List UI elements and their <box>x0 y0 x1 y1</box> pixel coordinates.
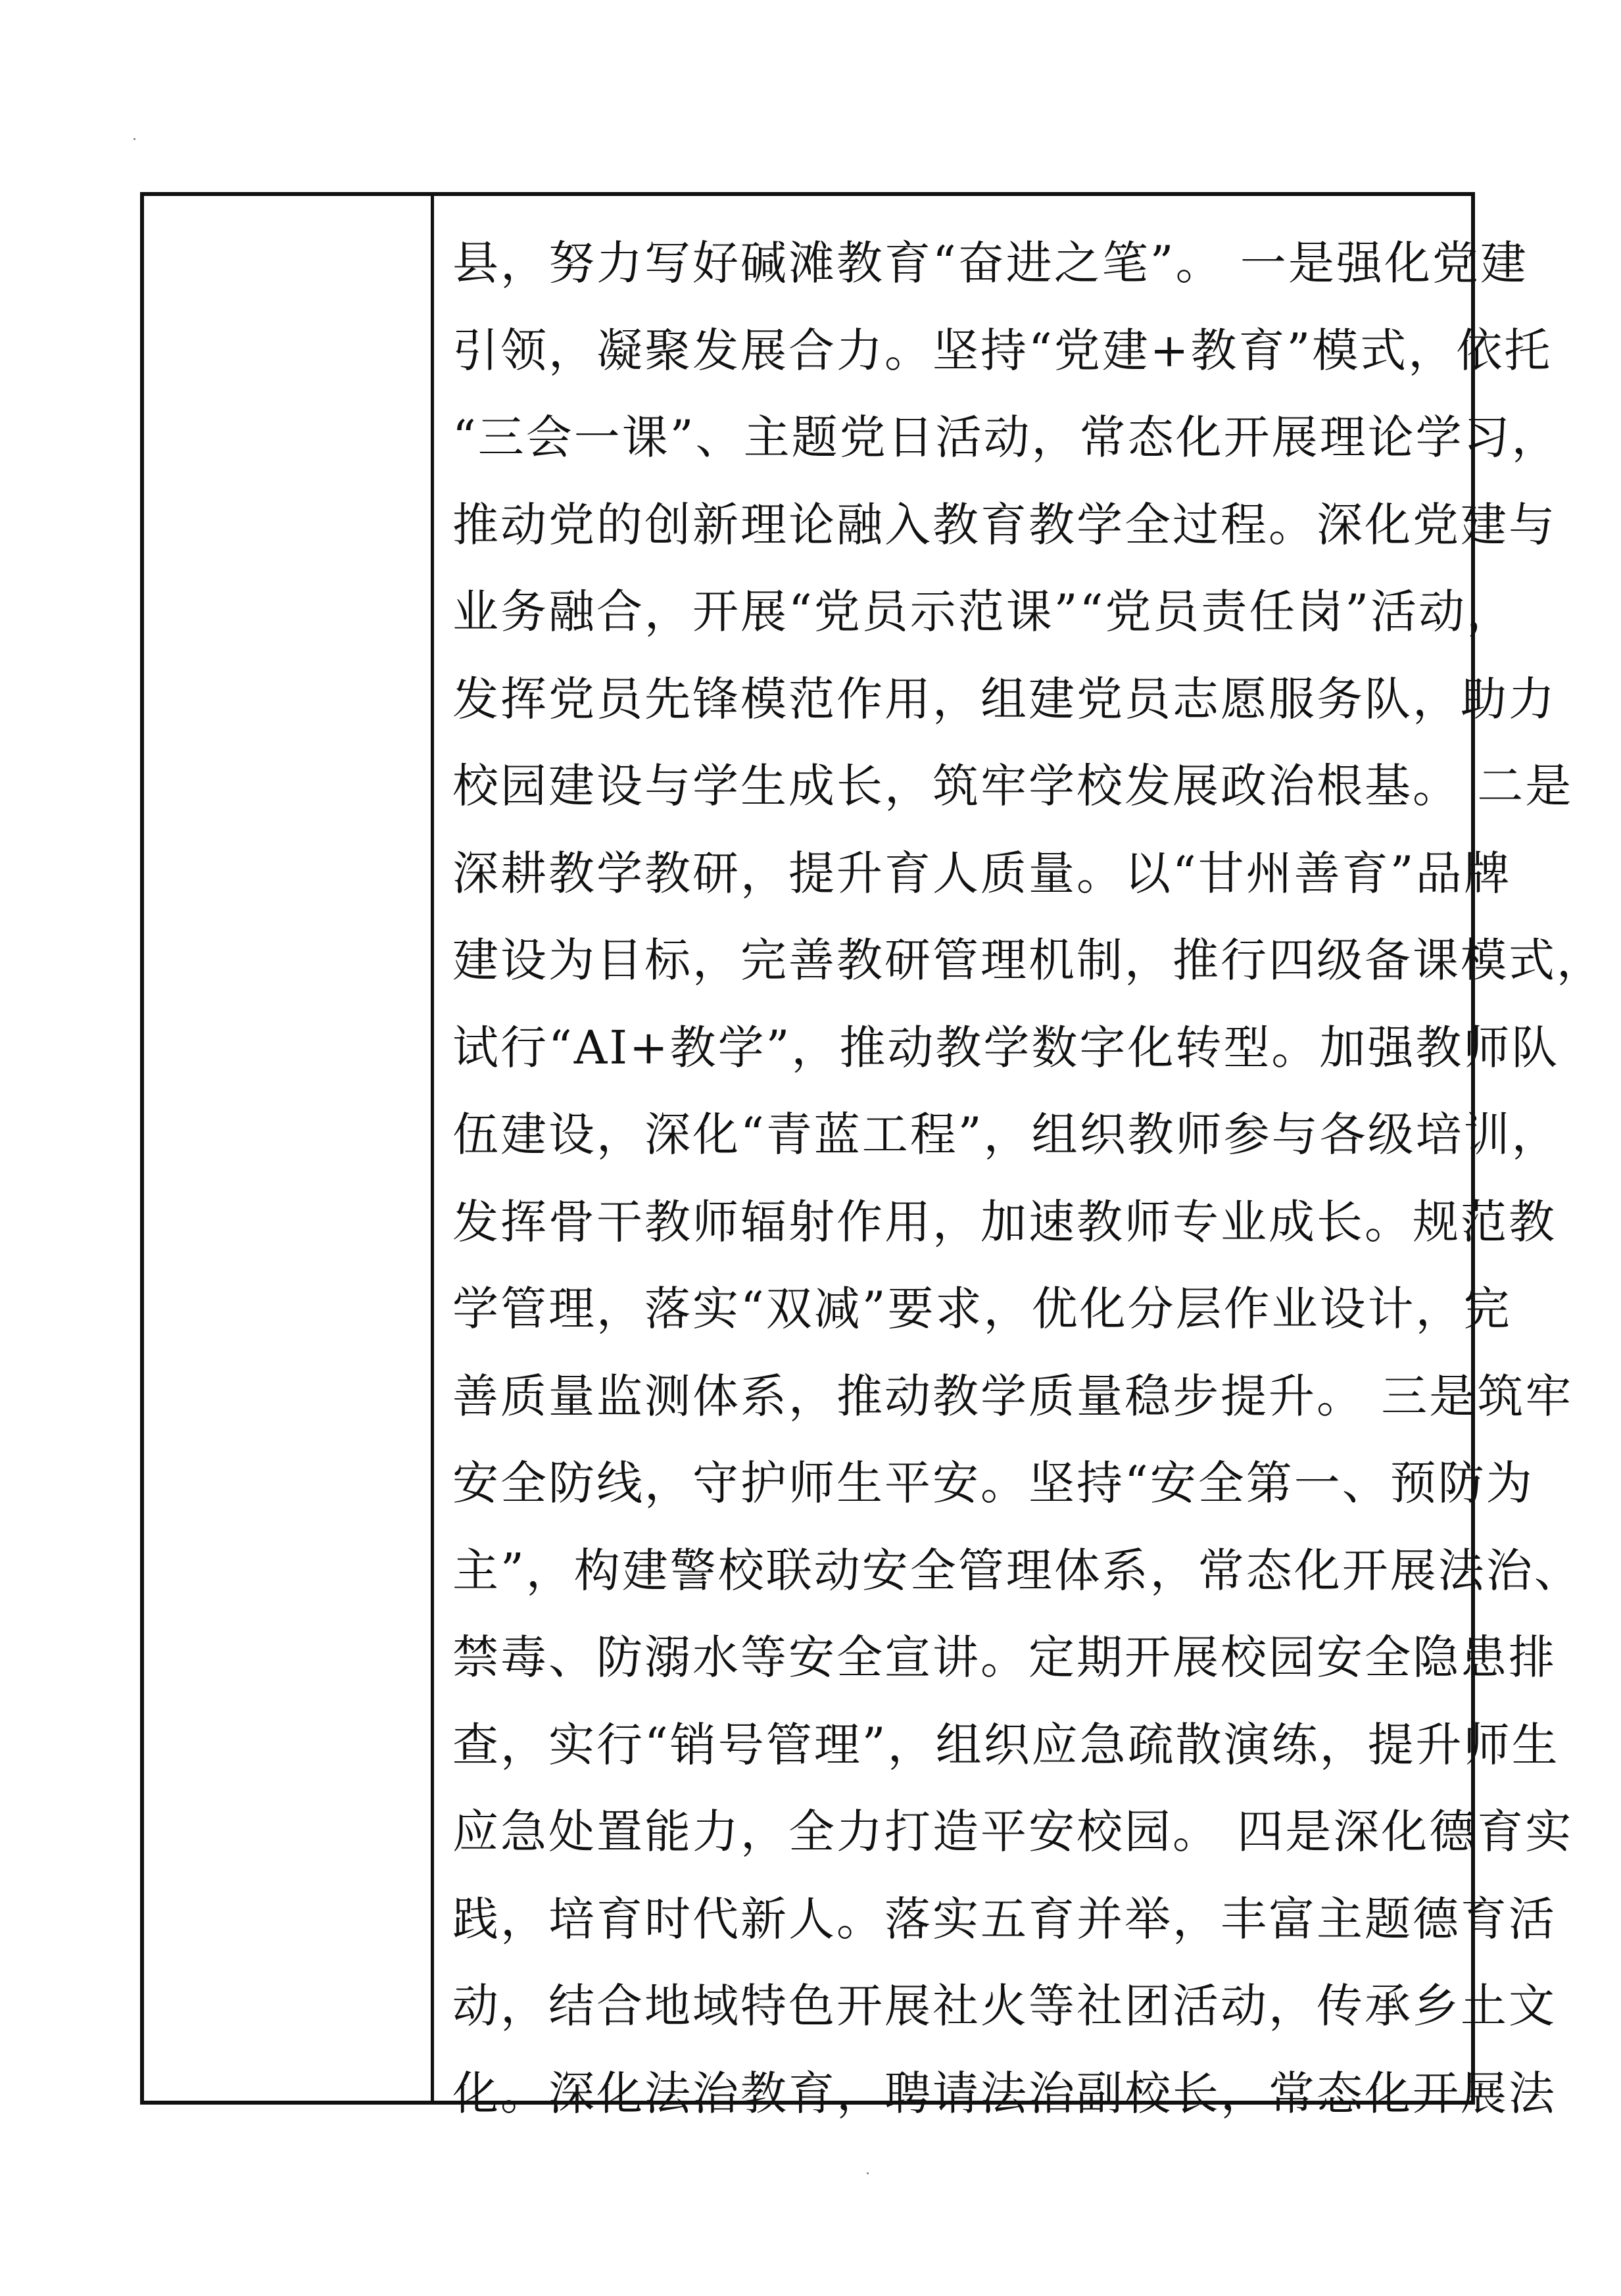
text-line: 化。深化法治教育，聘请法治副校长，常态化开展法 <box>452 2066 1557 2120</box>
text-line: 应急处置能力，全力打造平安校园。 四是深化德育实 <box>452 1805 1574 1859</box>
text-line: 发挥骨干教师辐射作用，加速教师专业成长。规范教 <box>452 1194 1557 1249</box>
text-line: 主”，构建警校联动安全管理体系，常态化开展法治、 <box>452 1543 1582 1598</box>
document-table <box>140 192 1605 2120</box>
scan-speck <box>867 2172 869 2174</box>
text-line: 践，培育时代新人。落实五育并举，丰富主题德育活 <box>452 1892 1557 1946</box>
text-line: 深耕教学教研，提升育人质量。以“甘州善育”品牌 <box>452 846 1512 900</box>
text-line: “三会一课”、主题党日活动，常态化开展理论学习， <box>452 410 1560 464</box>
text-line: 学管理，落实“双减”要求，优化分层作业设计，完 <box>452 1282 1512 1336</box>
left-empty-cell <box>144 196 431 2101</box>
text-line: 县，努力写好碱滩教育“奋进之笔”。 一是强化党建 <box>452 236 1528 290</box>
text-line: 发挥党员先锋模范作用，组建党员志愿服务队，助力 <box>452 672 1557 726</box>
text-line: 安全防线，守护师生平安。坚持“安全第一、预防为 <box>452 1456 1534 1510</box>
text-line: 校园建设与学生成长，筑牢学校发展政治根基。 二是 <box>452 759 1574 813</box>
text-line: 业务融合，开展“党员示范课”“党员责任岗”活动， <box>452 585 1515 639</box>
body-text <box>452 220 1605 2137</box>
text-line: 试行“AI+教学”，推动教学数字化转型。加强教师队 <box>452 1020 1560 1075</box>
text-line: 善质量监测体系，推动教学质量稳步提升。 三是筑牢 <box>452 1369 1574 1423</box>
scan-speck <box>133 138 135 140</box>
text-line: 动，结合地域特色开展社火等社团活动，传承乡土文 <box>452 1979 1557 2033</box>
content-cell <box>434 196 1605 2120</box>
text-line: 禁毒、防溺水等安全宣讲。定期开展校园安全隐患排 <box>452 1630 1557 1684</box>
text-line: 查，实行“销号管理”，组织应急疏散演练，提升师生 <box>452 1717 1560 1772</box>
text-line: 伍建设，深化“青蓝工程”，组织教师参与各级培训， <box>452 1108 1560 1161</box>
text-line: 推动党的创新理论融入教育教学全过程。深化党建与 <box>452 497 1557 552</box>
text-line: 引领，凝聚发展合力。坚持“党建+教育”模式，依托 <box>452 323 1553 378</box>
text-line: 建设为目标，完善教研管理机制，推行四级备课模式， <box>452 933 1605 987</box>
